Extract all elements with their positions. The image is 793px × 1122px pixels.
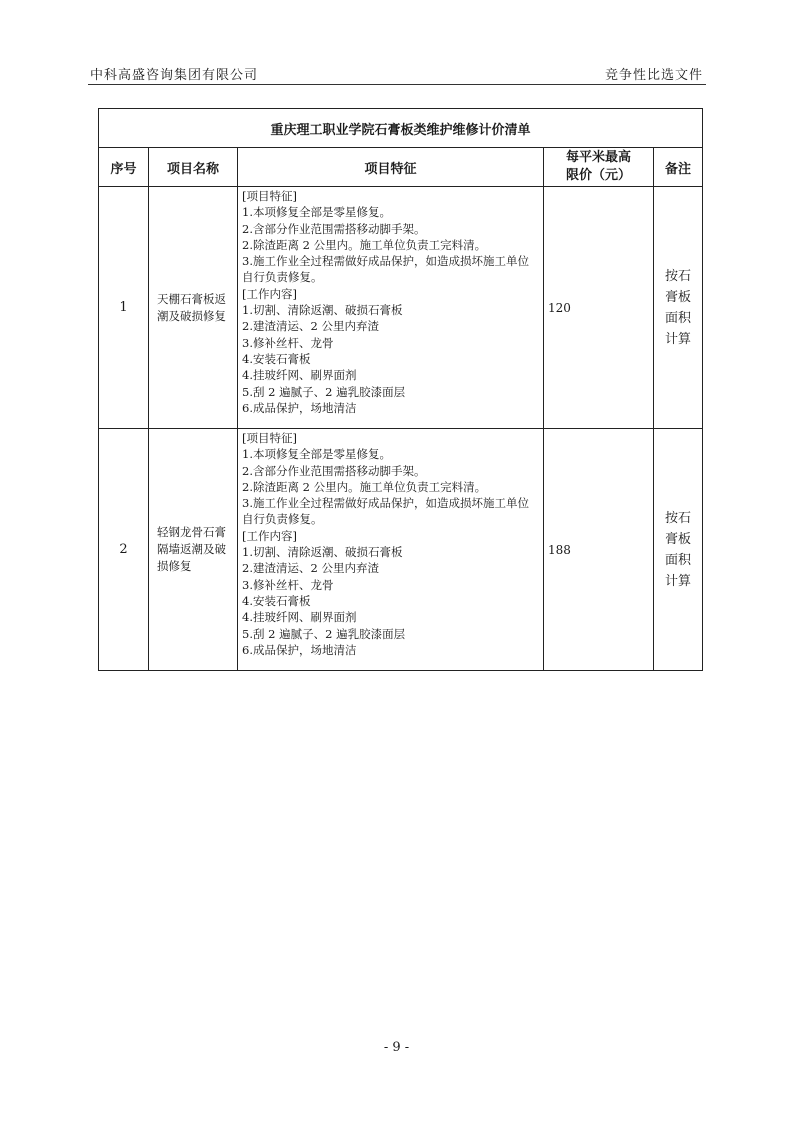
feature-line: [项目特征] xyxy=(242,431,297,445)
col-index-header: 序号 xyxy=(99,148,149,187)
row-features xyxy=(238,429,544,671)
feature-line: 4.安装石膏板 xyxy=(242,593,311,608)
table-row xyxy=(99,429,703,671)
col-price-header xyxy=(544,148,654,187)
col-price-header-line1: 每平米最高 xyxy=(565,150,631,165)
note-line: 按石 xyxy=(664,510,691,526)
feature-line: 4.挂玻纤网、刷界面剂 xyxy=(242,368,357,383)
pricing-table xyxy=(98,108,703,671)
table-row xyxy=(99,187,703,429)
feature-line: 3.施工作业全过程需做好成品保护，如造成损坏施工单位自行负责修复。 xyxy=(242,254,529,285)
col-note-header: 备注 xyxy=(654,148,703,187)
row-index: 1 xyxy=(99,187,149,429)
col-price-header-line2: 限价（元） xyxy=(565,168,631,183)
row-name: 轻钢龙骨石膏隔墙返潮及破损修复 xyxy=(149,429,238,671)
header-divider xyxy=(88,84,706,85)
note-line: 计算 xyxy=(664,331,691,347)
note-line: 按石 xyxy=(664,268,691,284)
feature-line: 3.修补丝杆、龙骨 xyxy=(242,577,334,592)
col-name-header: 项目名称 xyxy=(149,148,238,187)
row-note xyxy=(654,429,703,671)
feature-line: 4.安装石膏板 xyxy=(242,351,311,366)
note-line: 面积 xyxy=(664,310,691,326)
feature-line: 3.施工作业全过程需做好成品保护，如造成损坏施工单位自行负责修复。 xyxy=(242,496,529,527)
note-line: 膏板 xyxy=(664,289,691,305)
table-header-row xyxy=(99,148,703,187)
feature-line: 2.建渣清运、2 公里内弃渣 xyxy=(242,319,379,334)
feature-line: 4.挂玻纤网、刷界面剂 xyxy=(242,610,357,625)
row-features xyxy=(238,187,544,429)
row-price: 188 xyxy=(544,429,654,671)
feature-line: 1.本项修复全部是零星修复。 xyxy=(242,447,391,462)
row-price: 120 xyxy=(544,187,654,429)
header-company: 中科高盛咨询集团有限公司 xyxy=(90,68,259,83)
feature-line: 3.修补丝杆、龙骨 xyxy=(242,335,334,350)
page-number: - 9 - xyxy=(383,1040,410,1055)
feature-line: 5.刮 2 遍腻子、2 遍乳胶漆面层 xyxy=(242,384,406,399)
note-line: 面积 xyxy=(664,552,691,568)
feature-line: 2.除渣距离 2 公里内。施工单位负责工完料清。 xyxy=(242,479,487,494)
row-index: 2 xyxy=(99,429,149,671)
note-line: 计算 xyxy=(664,573,691,589)
table-title: 重庆理工职业学院石膏板类维护维修计价清单 xyxy=(99,109,703,148)
feature-line: 1.切割、清除返潮、破损石膏板 xyxy=(242,303,403,318)
feature-line: [项目特征] xyxy=(242,189,297,203)
feature-line: 2.含部分作业范围需搭移动脚手架。 xyxy=(242,463,426,478)
feature-line: 1.本项修复全部是零星修复。 xyxy=(242,205,391,220)
row-note xyxy=(654,187,703,429)
col-features-header: 项目特征 xyxy=(238,148,544,187)
feature-line: 2.除渣距离 2 公里内。施工单位负责工完料清。 xyxy=(242,237,487,252)
note-line: 膏板 xyxy=(664,531,691,547)
feature-line: 1.切割、清除返潮、破损石膏板 xyxy=(242,545,403,560)
feature-line: [工作内容] xyxy=(242,528,297,543)
feature-line: 5.刮 2 遍腻子、2 遍乳胶漆面层 xyxy=(242,626,406,641)
feature-line: 6.成品保护，场地清洁 xyxy=(242,400,357,415)
feature-line: 6.成品保护，场地清洁 xyxy=(242,642,357,657)
row-name: 天棚石膏板返潮及破损修复 xyxy=(149,187,238,429)
feature-line: 2.建渣清运、2 公里内弃渣 xyxy=(242,561,379,576)
feature-line: 2.含部分作业范围需搭移动脚手架。 xyxy=(242,221,426,236)
feature-line: [工作内容] xyxy=(242,286,297,301)
header-doc-type: 竞争性比选文件 xyxy=(604,68,703,83)
